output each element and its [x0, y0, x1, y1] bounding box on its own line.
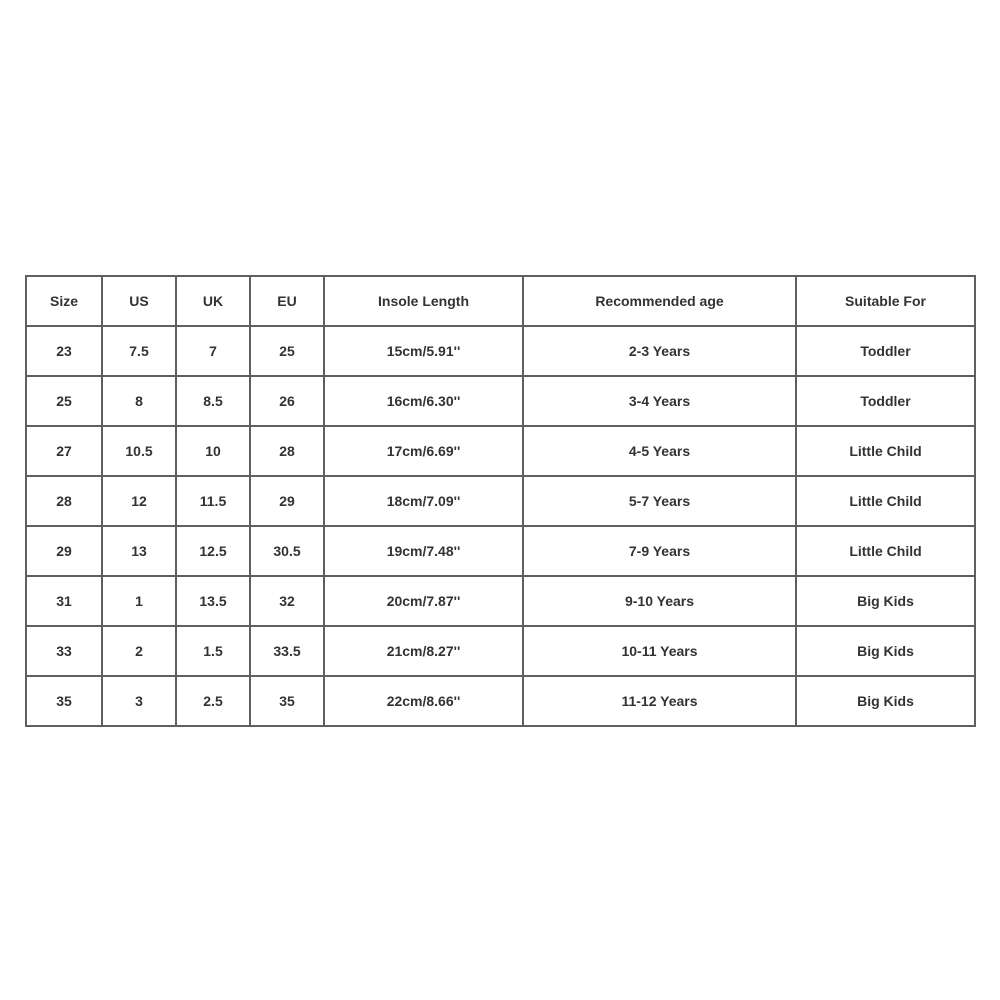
cell-suitable-for: Little Child [796, 476, 975, 526]
cell-uk: 11.5 [176, 476, 250, 526]
cell-suitable-for: Little Child [796, 426, 975, 476]
cell-size: 27 [26, 426, 102, 476]
cell-insole-length: 21cm/8.27'' [324, 626, 523, 676]
cell-us: 12 [102, 476, 176, 526]
cell-insole-length: 22cm/8.66'' [324, 676, 523, 726]
size-chart-table [25, 275, 976, 727]
cell-eu: 32 [250, 576, 324, 626]
cell-eu: 33.5 [250, 626, 324, 676]
header-suitable-for: Suitable For [796, 276, 975, 326]
cell-suitable-for: Toddler [796, 326, 975, 376]
cell-eu: 28 [250, 426, 324, 476]
cell-suitable-for: Big Kids [796, 576, 975, 626]
cell-recommended-age: 11-12 Years [523, 676, 796, 726]
cell-size: 23 [26, 326, 102, 376]
cell-us: 1 [102, 576, 176, 626]
header-us: US [102, 276, 176, 326]
cell-recommended-age: 5-7 Years [523, 476, 796, 526]
table-row [26, 476, 975, 526]
cell-us: 2 [102, 626, 176, 676]
cell-recommended-age: 9-10 Years [523, 576, 796, 626]
cell-suitable-for: Big Kids [796, 676, 975, 726]
cell-size: 28 [26, 476, 102, 526]
cell-insole-length: 15cm/5.91'' [324, 326, 523, 376]
cell-insole-length: 20cm/7.87'' [324, 576, 523, 626]
cell-recommended-age: 2-3 Years [523, 326, 796, 376]
header-insole-length: Insole Length [324, 276, 523, 326]
cell-uk: 7 [176, 326, 250, 376]
table-header-row [26, 276, 975, 326]
header-size: Size [26, 276, 102, 326]
cell-eu: 35 [250, 676, 324, 726]
header-eu: EU [250, 276, 324, 326]
cell-size: 29 [26, 526, 102, 576]
cell-uk: 1.5 [176, 626, 250, 676]
cell-recommended-age: 10-11 Years [523, 626, 796, 676]
cell-suitable-for: Big Kids [796, 626, 975, 676]
table-row [26, 426, 975, 476]
cell-suitable-for: Little Child [796, 526, 975, 576]
cell-size: 25 [26, 376, 102, 426]
cell-recommended-age: 3-4 Years [523, 376, 796, 426]
cell-us: 3 [102, 676, 176, 726]
cell-eu: 29 [250, 476, 324, 526]
header-recommended-age: Recommended age [523, 276, 796, 326]
header-uk: UK [176, 276, 250, 326]
cell-uk: 13.5 [176, 576, 250, 626]
table-row [26, 526, 975, 576]
cell-size: 35 [26, 676, 102, 726]
table-row [26, 676, 975, 726]
table-row [26, 326, 975, 376]
cell-suitable-for: Toddler [796, 376, 975, 426]
cell-recommended-age: 4-5 Years [523, 426, 796, 476]
cell-us: 10.5 [102, 426, 176, 476]
cell-uk: 10 [176, 426, 250, 476]
cell-size: 33 [26, 626, 102, 676]
cell-insole-length: 17cm/6.69'' [324, 426, 523, 476]
cell-eu: 30.5 [250, 526, 324, 576]
cell-insole-length: 18cm/7.09'' [324, 476, 523, 526]
cell-us: 7.5 [102, 326, 176, 376]
cell-uk: 8.5 [176, 376, 250, 426]
table-row [26, 376, 975, 426]
cell-recommended-age: 7-9 Years [523, 526, 796, 576]
cell-uk: 2.5 [176, 676, 250, 726]
cell-insole-length: 16cm/6.30'' [324, 376, 523, 426]
cell-uk: 12.5 [176, 526, 250, 576]
cell-eu: 26 [250, 376, 324, 426]
cell-us: 13 [102, 526, 176, 576]
cell-eu: 25 [250, 326, 324, 376]
table-row [26, 626, 975, 676]
cell-insole-length: 19cm/7.48'' [324, 526, 523, 576]
cell-us: 8 [102, 376, 176, 426]
table-row [26, 576, 975, 626]
cell-size: 31 [26, 576, 102, 626]
